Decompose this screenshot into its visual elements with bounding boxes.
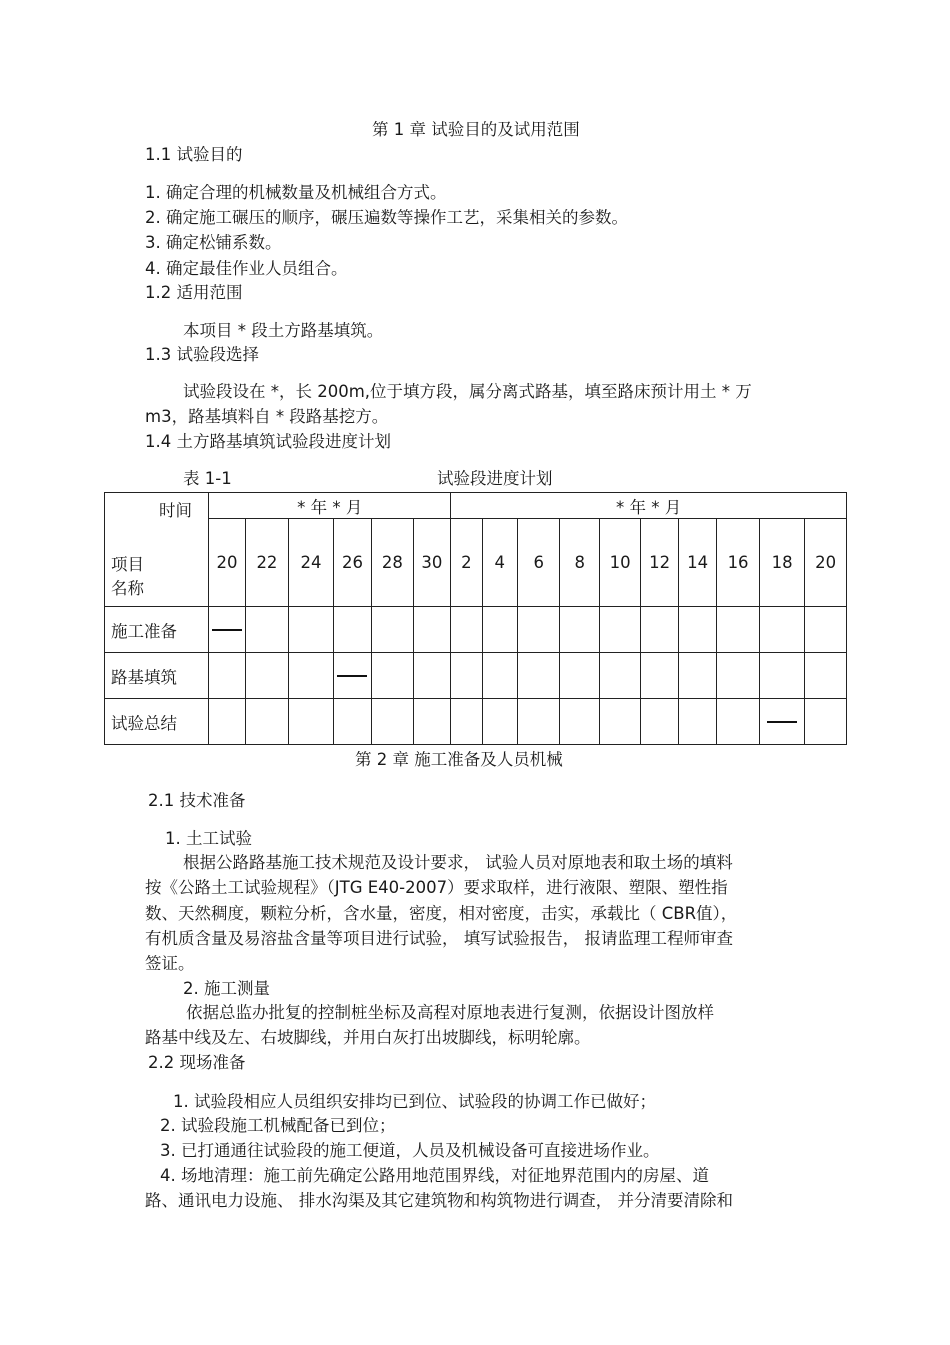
day-header-cell: 20 bbox=[209, 519, 245, 607]
timeline-cell bbox=[482, 607, 517, 653]
timeline-cell bbox=[599, 607, 640, 653]
schedule-bar bbox=[337, 675, 367, 677]
day-header-cell: 22 bbox=[245, 519, 289, 607]
timeline-cell bbox=[717, 607, 760, 653]
timeline-cell bbox=[245, 699, 289, 745]
day-header-cell: 26 bbox=[333, 519, 371, 607]
day-header-cell: 24 bbox=[289, 519, 334, 607]
timeline-cell bbox=[599, 699, 640, 745]
timeline-cell bbox=[245, 653, 289, 699]
table-label: 表 1-1 bbox=[183, 469, 232, 488]
chapter-1-title: 第 1 章 试验目的及试用范围 bbox=[372, 120, 580, 139]
day-header-cell: 12 bbox=[641, 519, 678, 607]
timeline-cell bbox=[641, 653, 678, 699]
timeline-cell bbox=[560, 607, 599, 653]
section-1-3-heading: 1.3 试验段选择 bbox=[145, 345, 259, 364]
section-1-1-heading: 1.1 试验目的 bbox=[145, 145, 243, 164]
timeline-cell bbox=[333, 699, 371, 745]
timeline-cell bbox=[759, 699, 805, 745]
timeline-cell bbox=[289, 653, 334, 699]
timeline-cell bbox=[641, 607, 678, 653]
timeline-cell bbox=[413, 699, 451, 745]
timeline-cell bbox=[641, 699, 678, 745]
day-header-cell: 6 bbox=[517, 519, 560, 607]
days-row bbox=[105, 519, 847, 607]
para1-line-5: 签证。 bbox=[145, 954, 195, 973]
corner-item-label: 项目 名称 bbox=[111, 555, 144, 598]
site-prep-item-2: 2. 试验段施工机械配备已到位； bbox=[160, 1116, 396, 1135]
timeline-cell bbox=[717, 699, 760, 745]
para2-line-1: 依据总监办批复的控制桩坐标及高程对原地表进行复测，依据设计图放样 bbox=[186, 1003, 714, 1022]
scope-text: 本项目 * 段土方路基填筑。 bbox=[183, 321, 384, 340]
para1-line-4: 有机质含量及易溶盐含量等项目进行试验， 填写试验报告， 报请监理工程师审查 bbox=[145, 929, 733, 948]
timeline-cell bbox=[245, 607, 289, 653]
timeline-cell bbox=[372, 699, 413, 745]
section-1-2-heading: 1.2 适用范围 bbox=[145, 283, 243, 302]
day-header-cell: 16 bbox=[717, 519, 760, 607]
timeline-cell bbox=[805, 607, 847, 653]
timeline-cell bbox=[517, 653, 560, 699]
timeline-cell bbox=[717, 653, 760, 699]
site-prep-item-1: 1. 试验段相应人员组织安排均已到位、试验段的协调工作已做好； bbox=[173, 1092, 656, 1111]
timeline-cell bbox=[333, 653, 371, 699]
timeline-cell bbox=[805, 699, 847, 745]
timeline-cell bbox=[289, 699, 334, 745]
timeline-cell bbox=[333, 607, 371, 653]
timeline-cell bbox=[372, 653, 413, 699]
task-row bbox=[105, 607, 847, 653]
timeline-cell bbox=[759, 653, 805, 699]
timeline-cell bbox=[451, 699, 482, 745]
timeline-cell bbox=[560, 653, 599, 699]
timeline-cell bbox=[482, 653, 517, 699]
task-name-cell: 施工准备 bbox=[105, 607, 209, 653]
day-header-cell: 14 bbox=[678, 519, 716, 607]
timeline-cell bbox=[209, 607, 245, 653]
timeline-cell bbox=[560, 699, 599, 745]
chapter-2-title: 第 2 章 施工准备及人员机械 bbox=[355, 750, 563, 769]
task-name-cell: 试验总结 bbox=[105, 699, 209, 745]
timeline-cell bbox=[451, 607, 482, 653]
section-2-1-heading: 2.1 技术准备 bbox=[148, 791, 246, 810]
timeline-cell bbox=[372, 607, 413, 653]
table-caption: 试验段进度计划 bbox=[437, 469, 553, 488]
day-header-cell: 28 bbox=[372, 519, 413, 607]
purpose-item-4: 4. 确定最佳作业人员组合。 bbox=[145, 259, 348, 278]
timeline-cell bbox=[805, 653, 847, 699]
day-header-cell: 30 bbox=[413, 519, 451, 607]
timeline-cell bbox=[289, 607, 334, 653]
corner-header-cell bbox=[105, 493, 209, 607]
timeline-cell bbox=[413, 607, 451, 653]
purpose-item-2: 2. 确定施工碾压的顺序，碾压遍数等操作工艺，采集相关的参数。 bbox=[145, 208, 628, 227]
subsection-survey: 2. 施工测量 bbox=[183, 979, 270, 998]
timeline-cell bbox=[517, 699, 560, 745]
timeline-cell bbox=[599, 653, 640, 699]
task-row bbox=[105, 653, 847, 699]
timeline-cell bbox=[209, 653, 245, 699]
timeline-cell bbox=[482, 699, 517, 745]
section-1-4-heading: 1.4 土方路基填筑试验段进度计划 bbox=[145, 432, 391, 451]
para1-line-1: 根据公路路基施工技术规范及设计要求， 试验人员对原地表和取土场的填料 bbox=[183, 853, 733, 872]
month-header-1: * 年 * 月 bbox=[209, 493, 451, 519]
day-header-cell: 2 bbox=[451, 519, 482, 607]
section-2-2-heading: 2.2 现场准备 bbox=[148, 1053, 246, 1072]
subsection-soil-test: 1. 土工试验 bbox=[165, 829, 252, 848]
selection-text-line-1: 试验段设在 *，长 200m,位于填方段，属分离式路基，填至路床预计用土 * 万 bbox=[183, 382, 752, 401]
corner-time-label: 时间 bbox=[159, 501, 192, 520]
day-header-cell: 18 bbox=[759, 519, 805, 607]
day-header-cell: 20 bbox=[805, 519, 847, 607]
schedule-bar bbox=[767, 721, 797, 723]
selection-text-line-2: m3，路基填料自 * 段路基挖方。 bbox=[145, 407, 389, 426]
para1-line-3: 数、天然稠度，颗粒分析，含水量，密度，相对密度，击实，承载比（ CBR值）， bbox=[145, 904, 738, 923]
timeline-cell bbox=[678, 607, 716, 653]
task-name-cell: 路基填筑 bbox=[105, 653, 209, 699]
timeline-cell bbox=[451, 653, 482, 699]
timeline-cell bbox=[209, 699, 245, 745]
timeline-cell bbox=[517, 607, 560, 653]
timeline-cell bbox=[413, 653, 451, 699]
schedule-table bbox=[104, 492, 847, 745]
timeline-cell bbox=[759, 607, 805, 653]
para1-line-2: 按《公路土工试验规程》（JTG E40-2007）要求取样，进行液限、塑限、塑性指 bbox=[145, 878, 728, 897]
timeline-cell bbox=[678, 699, 716, 745]
site-prep-item-3: 3. 已打通通往试验段的施工便道，人员及机械设备可直接进场作业。 bbox=[160, 1141, 660, 1160]
day-header-cell: 8 bbox=[560, 519, 599, 607]
schedule-bar bbox=[212, 629, 242, 631]
purpose-item-3: 3. 确定松铺系数。 bbox=[145, 233, 282, 252]
task-row bbox=[105, 699, 847, 745]
day-header-cell: 10 bbox=[599, 519, 640, 607]
site-prep-item-4-cont: 路、通讯电力设施、 排水沟渠及其它建筑物和构筑物进行调查， 并分清要清除和 bbox=[145, 1191, 733, 1210]
purpose-item-1: 1. 确定合理的机械数量及机械组合方式。 bbox=[145, 183, 447, 202]
day-header-cell: 4 bbox=[482, 519, 517, 607]
para2-line-2: 路基中线及左、右坡脚线，并用白灰打出坡脚线，标明轮廓。 bbox=[145, 1028, 591, 1047]
timeline-cell bbox=[678, 653, 716, 699]
site-prep-item-4: 4. 场地清理：施工前先确定公路用地范围界线，对征地界范围内的房屋、道 bbox=[160, 1166, 709, 1185]
month-header-2: * 年 * 月 bbox=[451, 493, 847, 519]
